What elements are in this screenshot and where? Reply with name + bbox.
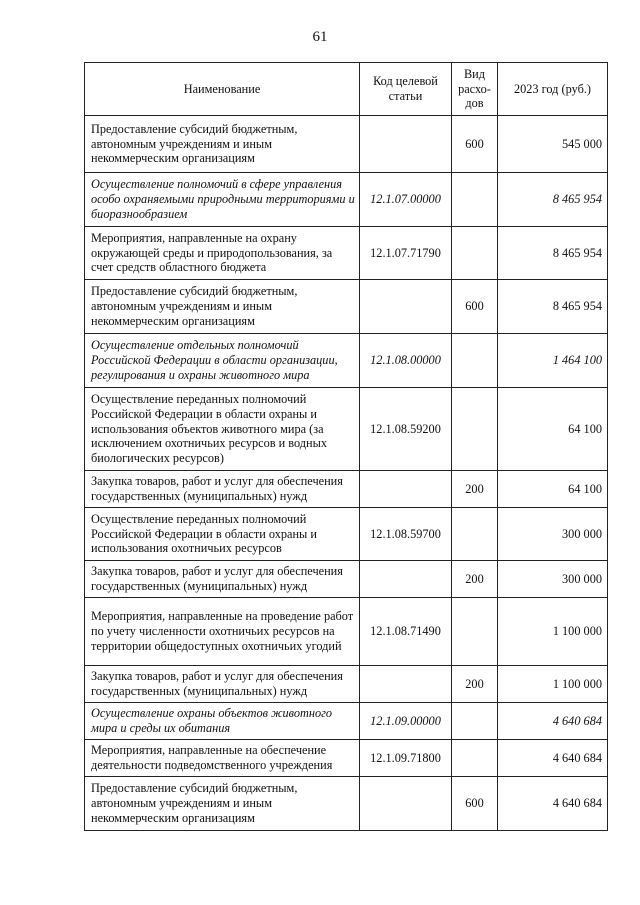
cell-code: 12.1.08.59700 <box>360 508 452 561</box>
cell-code <box>360 666 452 703</box>
table-row <box>85 471 608 508</box>
cell-amount: 300 000 <box>498 561 608 598</box>
cell-kind <box>452 334 498 388</box>
cell-code: 12.1.08.00000 <box>360 334 452 388</box>
table-row <box>85 561 608 598</box>
cell-kind <box>452 388 498 471</box>
cell-amount: 8 465 954 <box>498 227 608 280</box>
table-row <box>85 508 608 561</box>
cell-name: Мероприятия, направленные на обеспечение деятельности подведомственного учреждения <box>85 740 360 777</box>
cell-amount: 545 000 <box>498 116 608 173</box>
header-kind: Вид расхо-дов <box>452 63 498 116</box>
cell-amount: 8 465 954 <box>498 280 608 334</box>
cell-kind: 600 <box>452 116 498 173</box>
cell-kind <box>452 227 498 280</box>
cell-amount: 1 100 000 <box>498 666 608 703</box>
table-row <box>85 334 608 388</box>
cell-amount: 64 100 <box>498 388 608 471</box>
table-row <box>85 666 608 703</box>
cell-kind <box>452 173 498 227</box>
header-code: Код целевой статьи <box>360 63 452 116</box>
cell-name: Мероприятия, направленные на охрану окружающей среды и природопользования, за счет средств областного бюджета <box>85 227 360 280</box>
cell-amount: 64 100 <box>498 471 608 508</box>
cell-code <box>360 280 452 334</box>
cell-amount: 8 465 954 <box>498 173 608 227</box>
cell-code: 12.1.07.00000 <box>360 173 452 227</box>
cell-name: Предоставление субсидий бюджетным, автономным учреждениям и иным некоммерческим организациям <box>85 116 360 173</box>
cell-name: Мероприятия, направленные на проведение работ по учету численности охотничьих ресурсов на территории общедоступных охотничьих угодий <box>85 598 360 666</box>
table-row <box>85 598 608 666</box>
cell-code <box>360 777 452 831</box>
cell-code: 12.1.09.71800 <box>360 740 452 777</box>
cell-name: Предоставление субсидий бюджетным, автономным учреждениям и иным некоммерческим организациям <box>85 280 360 334</box>
cell-amount: 300 000 <box>498 508 608 561</box>
cell-code <box>360 471 452 508</box>
cell-amount: 1 464 100 <box>498 334 608 388</box>
table-row <box>85 388 608 471</box>
cell-code <box>360 116 452 173</box>
cell-kind <box>452 508 498 561</box>
cell-amount: 1 100 000 <box>498 598 608 666</box>
cell-kind: 600 <box>452 280 498 334</box>
table-row <box>85 227 608 280</box>
table-row <box>85 703 608 740</box>
cell-name: Осуществление отдельных полномочий Российской Федерации в области организации, регулирования и охраны животного мира <box>85 334 360 388</box>
cell-amount: 4 640 684 <box>498 740 608 777</box>
cell-kind <box>452 740 498 777</box>
cell-kind: 600 <box>452 777 498 831</box>
cell-name: Осуществление полномочий в сфере управления особо охраняемыми природными территориями и биоразнообразием <box>85 173 360 227</box>
cell-name: Предоставление субсидий бюджетным, автономным учреждениям и иным некоммерческим организациям <box>85 777 360 831</box>
cell-code: 12.1.08.59200 <box>360 388 452 471</box>
cell-name: Осуществление переданных полномочий Российской Федерации в области охраны и использования охотничьих ресурсов <box>85 508 360 561</box>
header-amount: 2023 год (руб.) <box>498 63 608 116</box>
cell-name: Закупка товаров, работ и услуг для обеспечения государственных (муниципальных) нужд <box>85 666 360 703</box>
cell-kind <box>452 703 498 740</box>
cell-name: Закупка товаров, работ и услуг для обеспечения государственных (муниципальных) нужд <box>85 561 360 598</box>
cell-code: 12.1.07.71790 <box>360 227 452 280</box>
table-row <box>85 740 608 777</box>
table-body <box>85 116 608 831</box>
cell-kind <box>452 598 498 666</box>
cell-code: 12.1.09.00000 <box>360 703 452 740</box>
table-row <box>85 173 608 227</box>
budget-table <box>84 62 608 831</box>
cell-kind: 200 <box>452 561 498 598</box>
cell-kind: 200 <box>452 471 498 508</box>
page-number: 61 <box>312 29 328 45</box>
cell-code <box>360 561 452 598</box>
table-row <box>85 116 608 173</box>
cell-name: Осуществление охраны объектов животного мира и среды их обитания <box>85 703 360 740</box>
cell-kind: 200 <box>452 666 498 703</box>
table-row <box>85 777 608 831</box>
cell-name: Осуществление переданных полномочий Российской Федерации в области охраны и использования объектов животного мира (за исключением охотничьих ресурсов и водных биологических ресурсов) <box>85 388 360 471</box>
cell-amount: 4 640 684 <box>498 777 608 831</box>
table-row <box>85 280 608 334</box>
cell-name: Закупка товаров, работ и услуг для обеспечения государственных (муниципальных) нужд <box>85 471 360 508</box>
cell-amount: 4 640 684 <box>498 703 608 740</box>
cell-code: 12.1.08.71490 <box>360 598 452 666</box>
table-header-row <box>85 63 608 116</box>
header-name: Наименование <box>85 63 360 116</box>
